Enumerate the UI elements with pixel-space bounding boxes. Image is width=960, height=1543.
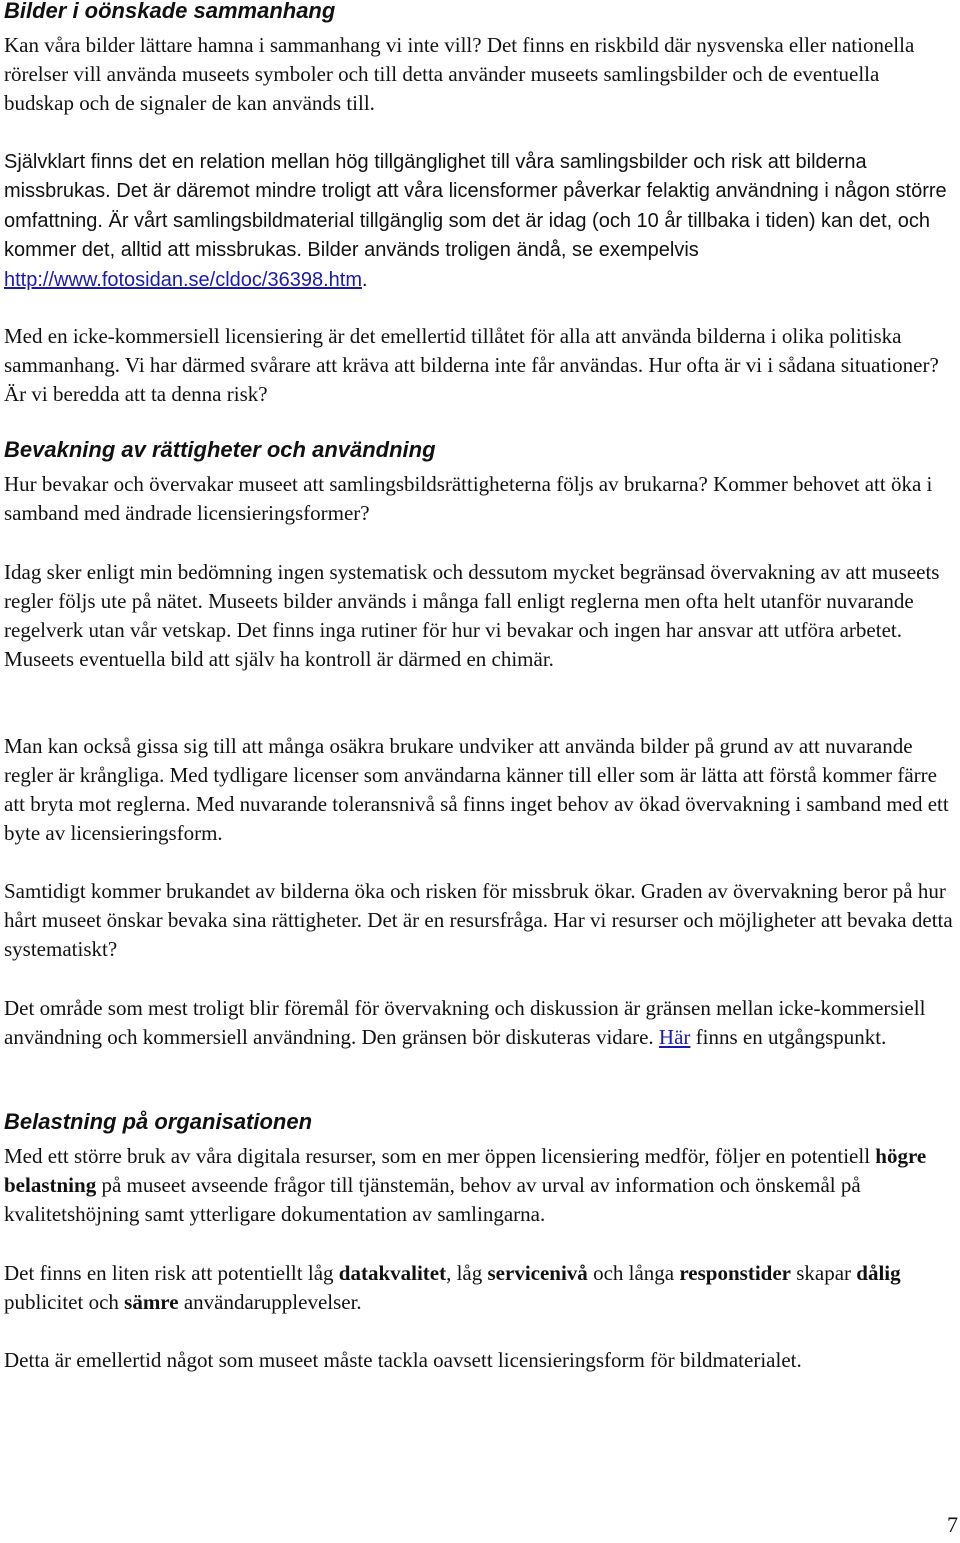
paragraph-text: skapar — [790, 1261, 857, 1285]
bold-text: högre belastning — [4, 1144, 927, 1197]
paragraph-text: Det finns en liten risk att potentiellt låg — [4, 1261, 339, 1285]
paragraph-text: och långa — [587, 1261, 680, 1285]
paragraph-text: publicitet och — [4, 1290, 125, 1314]
paragraph: Kan våra bilder lättare hamna i sammanhang vi inte vill? Det finns en riskbild där nysvenska eller nationella rörelser vill använda museets symboler och till detta använder museets samlingsbilder och de eventuella budskap och de signaler de kan används till. — [4, 33, 915, 115]
page-number: 7 — [947, 1512, 958, 1537]
paragraph: Samtidigt kommer brukandet av bilderna öka och risken för missbruk ökar. Graden av övervakning beror på hur hårt museet önskar bevaka sina rättigheter. Det är en resursfråga. Har vi resurser och möjligheter att bevaka detta systematiskt? — [4, 879, 953, 961]
heading-belastning-pa-organisationen: Belastning på organisationen — [4, 1109, 313, 1134]
paragraph: Man kan också gissa sig till att många osäkra brukare undviker att använda bilder på grund av att nuvarande regler är krångliga. Med tydligare licenser som användarna känner till eller som är lätta att förstå kommer färre att bryta mot reglerna. Med nuvarande toleransnivå så finns inget behov av ökad övervakning i samband med ett byte av licensieringsform. — [4, 734, 949, 845]
har-link[interactable]: Här — [658, 1025, 691, 1049]
heading-bilder-i-oonskade-sammanhang: Bilder i oönskade sammanhang — [4, 0, 336, 23]
fotosidan-link[interactable]: http://www.fotosidan.se/cldoc/36398.htm — [4, 268, 362, 291]
heading-bevakning-av-rattigheter: Bevakning av rättigheter och användning — [4, 437, 436, 462]
paragraph — [4, 1259, 954, 1317]
paragraph: Med en icke-kommersiell licensiering är det emellertid tillåtet för alla att använda bilderna i olika politiska sammanhang. Vi har därmed svårare att kräva att bilderna inte får användas. Hur ofta är vi i sådana situationer? Är vi beredda att ta denna risk? — [4, 324, 939, 406]
paragraph: Hur bevakar och övervakar museet att samlingsbildsrättigheterna följs av brukarna? Kommer behovet att öka i samband med ändrade licensieringsformer? — [4, 472, 933, 525]
bold-text: datakvalitet — [338, 1261, 447, 1285]
bold-text: responstider — [679, 1261, 791, 1285]
paragraph — [4, 148, 956, 295]
paragraph-text: . — [361, 268, 368, 291]
paragraph: Idag sker enligt min bedömning ingen systematisk och dessutom mycket begränsad övervakning av att museets regler följs ute på nätet. Museets bilder används i många fall enligt reglerna men ofta helt utanför nuvarande regelverk utan vår vetskap. Det finns inga rutiner för hur vi bevakar och ingen har ansvar att utföra arbetet. Museets eventuella bild att själv ha kontroll är därmed en chimär. — [4, 560, 940, 671]
paragraph — [4, 994, 954, 1052]
paragraph-text: , låg — [446, 1261, 488, 1285]
paragraph-text: Med ett större bruk av våra digitala resurser, som en mer öppen licensiering medför, följer en potentiell — [4, 1144, 876, 1168]
paragraph-text: Självklart finns det en relation mellan hög tillgänglighet till våra samlingsbilder och risk att bilderna missbrukas. Det är däremot mindre troligt att våra licensformer påverkar felaktig användning i någon större omfattning. Är vårt samlingsbildmaterial tillgänglig som det är idag (och 10 år tillbaka i tiden) kan det, och kommer det, alltid att missbrukas. Bilder används troligen ändå, se exempelvis — [4, 151, 947, 262]
paragraph — [4, 1142, 960, 1229]
bold-text: servicenivå — [487, 1261, 588, 1285]
bold-text: sämre — [124, 1290, 179, 1314]
bold-text: dålig — [856, 1261, 901, 1285]
paragraph-text: på museet avseende frågor till tjänstemän, behov av urval av information och önskemål på kvalitetshöjning samt ytterligare dokumentation av samlingarna. — [4, 1173, 861, 1226]
paragraph-text: Det område som mest troligt blir föremål för övervakning och diskussion är gränsen mellan icke-kommersiell användning och kommersiell användning. Den gränsen bör diskuteras vidare. — [4, 996, 926, 1049]
paragraph-text: användarupplevelser. — [178, 1290, 362, 1314]
paragraph-text: finns en utgångspunkt. — [690, 1025, 887, 1049]
paragraph: Detta är emellertid något som museet måste tackla oavsett licensieringsform för bildmaterialet. — [4, 1348, 802, 1372]
